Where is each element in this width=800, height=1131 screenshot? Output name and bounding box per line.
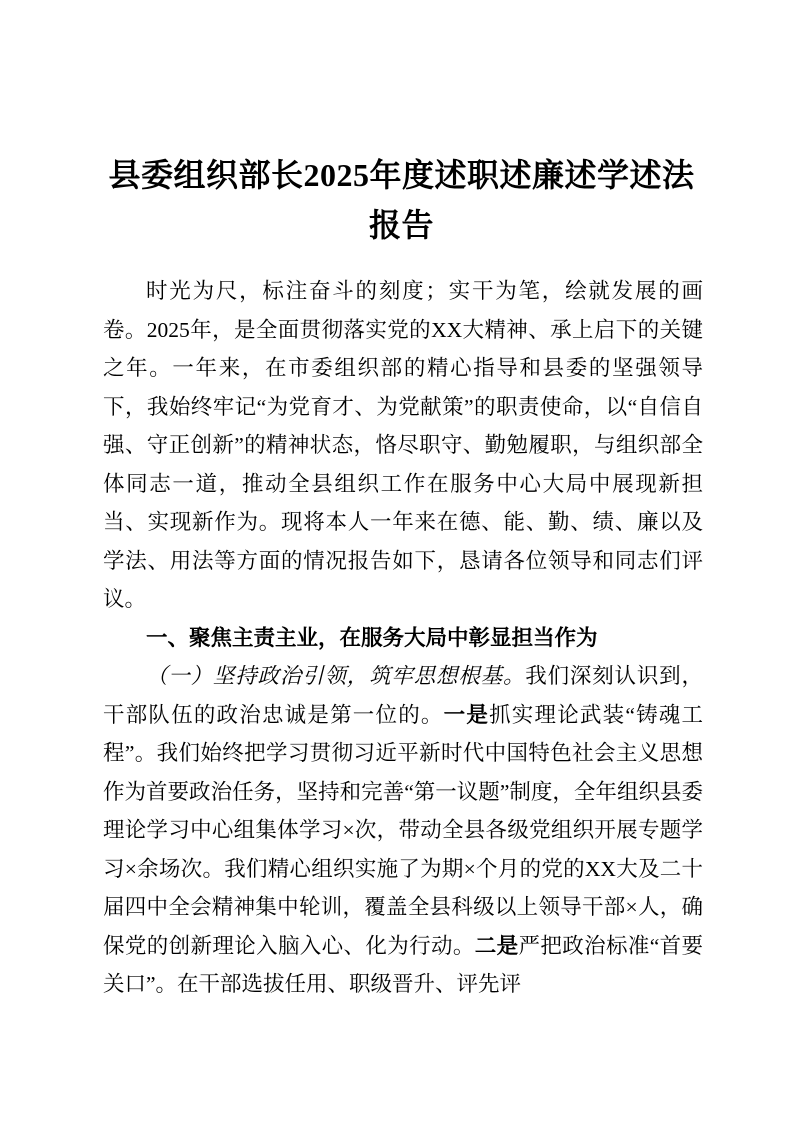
document-title: 县委组织部长2025年度述职述廉述学述法报告	[108, 157, 695, 243]
document-body	[103, 272, 703, 1004]
text-segment-heading: 一、聚焦主责主业，在服务大局中彰显担当作为	[146, 625, 598, 650]
text-segment-normal: 严把政治标准“首要关口”。在干部选拔任用、职级晋升、评先评	[103, 933, 703, 996]
text-segment-normal: 抓实理论武装“铸魂工程”。我们始终把学习贯彻习近平新时代中国特色社会主义思想作为首要政治任务，坚持和完善“第一议题”制度，全年组织县委理论学习中心组集体学习×次，带动全县各级党组织开展专题学习×余场次。我们精心组织实施了为期×个月的党的XX大及二十届四中全会精神集中轮训，覆盖全县科级以上领导干部×人，确保党的创新理论入脑入心、化为行动。	[103, 702, 703, 958]
section-heading	[103, 619, 703, 658]
text-segment-normal: 时光为尺，标注奋斗的刻度；实干为笔，绘就发展的画卷。2025年，是全面贯彻落实党的XX大精神、承上启下的关键之年。一年来，在市委组织部的精心指导和县委的坚强领导下，我始终牢记“为党育才、为党献策”的职责使命，以“自信自强、守正创新”的精神状态，恪尽职守、勤勉履职，与组织部全体同志一道，推动全县组织工作在服务中心大局中展现新担当、实现新作为。现将本人一年来在德、能、勤、绩、廉以及学法、用法等方面的情况报告如下，恳请各位领导和同志们评议。	[103, 279, 703, 611]
paragraph	[103, 657, 703, 1004]
text-segment-kaiti: （一）坚持政治引领，筑牢思想根基。	[146, 664, 526, 688]
text-segment-normal: 我们深刻认识到，干部队伍的政治忠诚是第一位的。	[103, 664, 703, 727]
paragraph	[103, 272, 703, 619]
text-segment-bold: 一是	[443, 702, 490, 727]
text-segment-bold: 二是	[474, 933, 519, 958]
